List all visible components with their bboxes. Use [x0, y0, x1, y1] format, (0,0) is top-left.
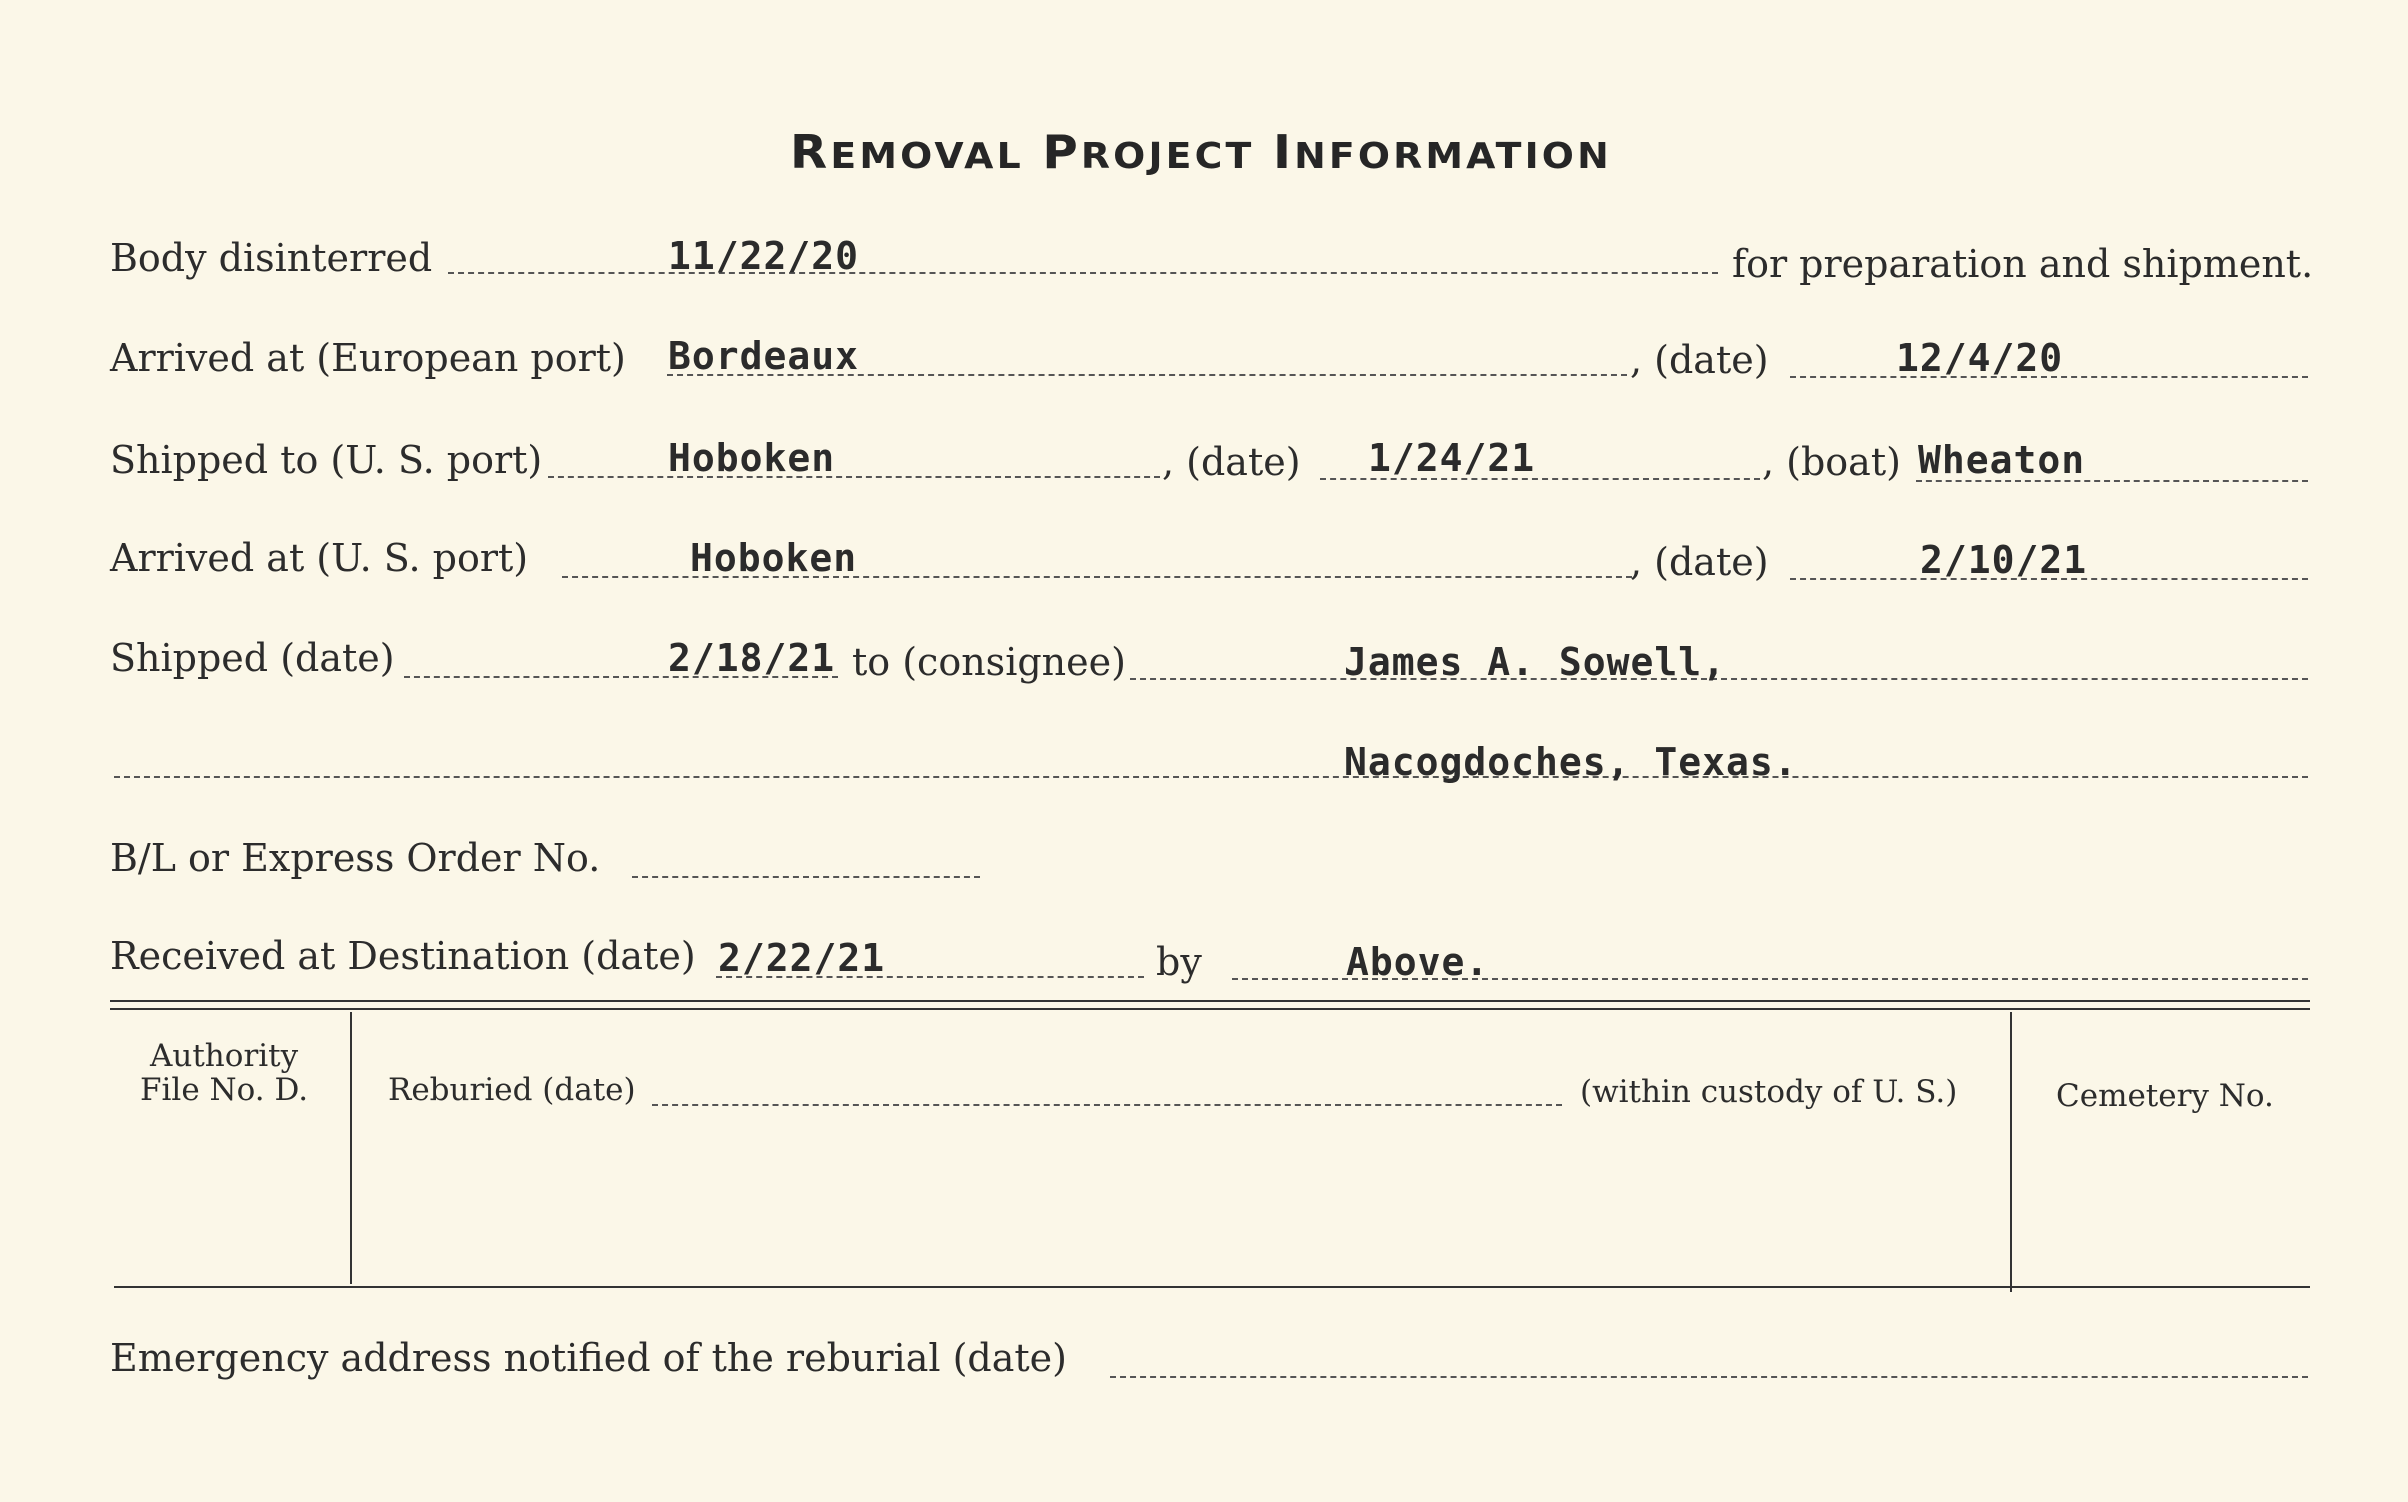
authority-line2: File No. D.: [140, 1072, 309, 1108]
custody-label: (within custody of U. S.): [1580, 1074, 1958, 1110]
body-disinterred-label: Body disinterred: [110, 236, 433, 280]
shipped-to-us-port: Hoboken: [668, 436, 836, 480]
consignee-label: to (consignee): [852, 640, 1126, 684]
shipped-date-label: Shipped (date): [110, 636, 395, 680]
top-double-rule-2: [110, 1008, 2310, 1010]
shipped-to-us-boat-label: , (boat): [1762, 440, 1901, 484]
cemetery-label: Cemetery No.: [2056, 1078, 2274, 1114]
arrived-us-date-label: , (date): [1630, 540, 1769, 584]
arrived-european-date-label: , (date): [1630, 338, 1769, 382]
body-disinterred-line: [448, 272, 1718, 274]
shipped-to-us-boat: Wheaton: [1918, 438, 2086, 482]
arrived-european-label: Arrived at (European port): [110, 336, 626, 380]
consignee-name: James A. Sowell,: [1344, 640, 1727, 684]
received-by: Above.: [1346, 940, 1490, 984]
consignee-address: Nacogdoches, Texas.: [1344, 740, 1798, 784]
top-double-rule-1: [110, 1000, 2310, 1002]
cemetery-divider: [2010, 1012, 2012, 1292]
shipped-date: 2/18/21: [668, 636, 836, 680]
bottom-rule: [114, 1286, 2310, 1288]
shipped-to-us-date-label: , (date): [1162, 440, 1301, 484]
reburied-label: Reburied (date): [388, 1072, 636, 1108]
bl-label: B/L or Express Order No.: [110, 836, 601, 880]
received-by-label: by: [1156, 940, 1202, 984]
received-label: Received at Destination (date): [110, 934, 696, 978]
authority-line1: Authority: [150, 1038, 299, 1074]
arrived-european-port: Bordeaux: [668, 334, 860, 378]
preparation-suffix: for preparation and shipment.: [1732, 242, 2314, 286]
bl-line: [632, 876, 980, 878]
body-disinterred-value: 11/22/20: [668, 234, 860, 278]
consignee-address-line: [114, 776, 2308, 778]
arrived-european-date: 12/4/20: [1896, 336, 2064, 380]
emergency-line: [1110, 1376, 2308, 1378]
arrived-us-label: Arrived at (U. S. port): [110, 536, 529, 580]
arrived-us-date: 2/10/21: [1920, 538, 2088, 582]
authority-divider: [350, 1012, 352, 1284]
shipped-to-us-date: 1/24/21: [1368, 436, 1536, 480]
received-date: 2/22/21: [718, 936, 886, 980]
shipped-to-us-label: Shipped to (U. S. port): [110, 438, 543, 482]
shipped-to-us-line: [548, 476, 1160, 478]
reburied-line: [652, 1104, 1562, 1106]
arrived-us-port: Hoboken: [690, 536, 858, 580]
emergency-label: Emergency address notified of the reburial (date): [110, 1336, 1067, 1380]
card-title: REMOVAL PROJECT INFORMATION: [790, 125, 1612, 179]
